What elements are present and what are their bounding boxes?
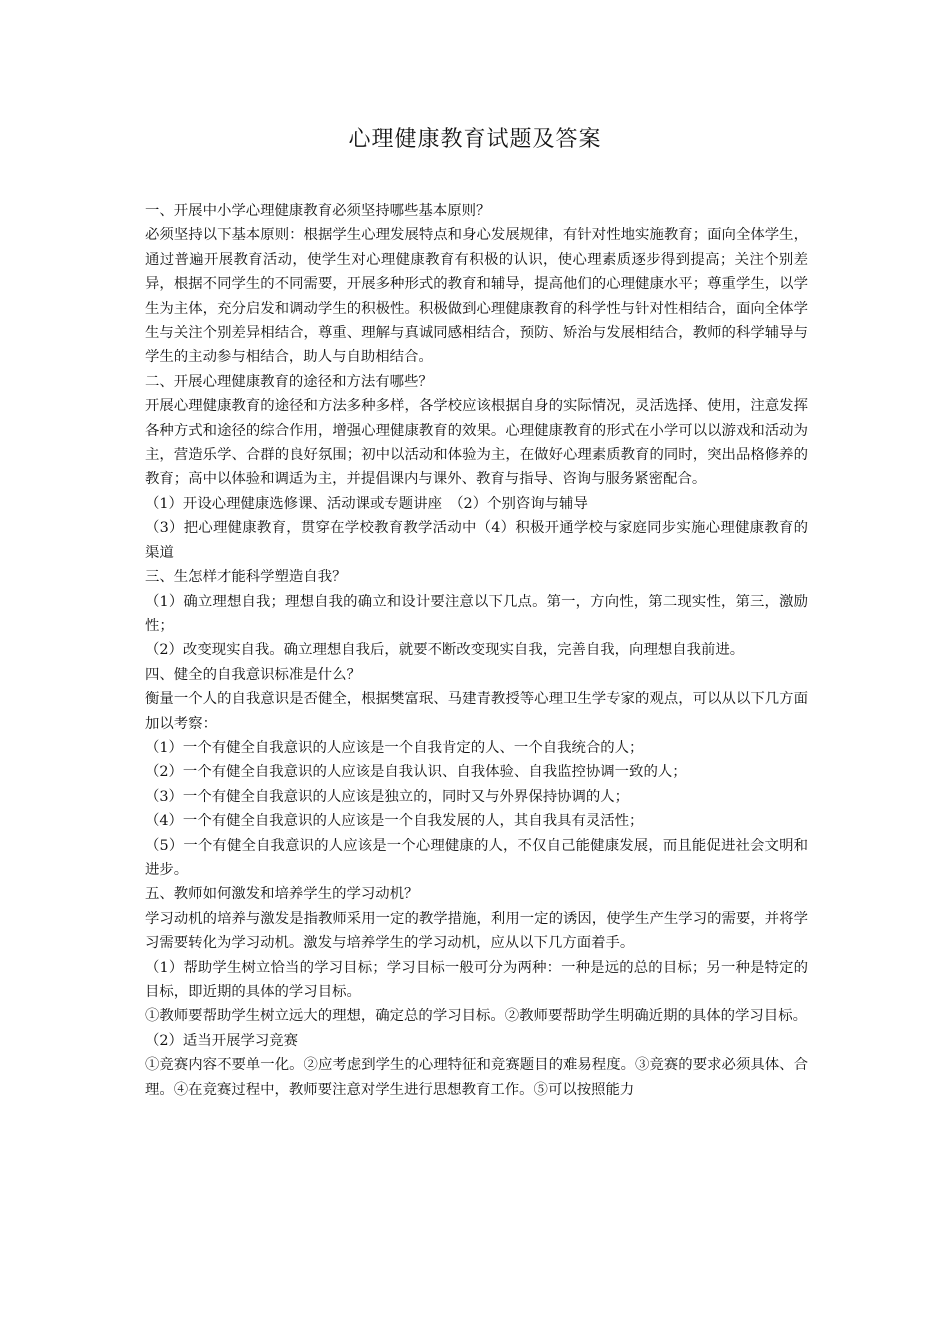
question-5-heading: 五、教师如何激发和培养学生的学习动机？ (145, 886, 419, 903)
question-2-heading: 二、开展心理健康教育的途径和方法有哪些？ (145, 373, 433, 390)
document-title: 心理健康教育试题及答案 (348, 127, 602, 152)
question-4-heading: 四、健全的自我意识标准是什么？ (145, 666, 361, 683)
answer-5-item-2-detail: ①竞赛内容不要单一化。②应考虑到学生的心理特征和竞赛题目的难易程度。③竞赛的要求必须具体、合理。④在竞赛过程中，教师要注意对学生进行思想教育工作。⑤可以按照能力 (145, 1057, 808, 1098)
question-1-heading: 一、开展中小学心理健康教育必须坚持哪些基本原则？ (145, 203, 491, 219)
answer-4-item-2: （2）一个有健全自我意识的人应该是自我认识、自我体验、自我监控协调一致的人； (145, 764, 687, 781)
document-body (145, 199, 808, 1102)
answer-5-intro: 学习动机的培养与激发是指教师采用一定的教学措施，利用一定的诱因，使学生产生学习的需要，并将学习需要转化为学习动机。激发与培养学生的学习动机，应从以下几方面着手。 (145, 910, 808, 952)
answer-5-item-2: （2）适当开展学习竞赛 (145, 1032, 299, 1049)
answer-5-item-1: （1）帮助学生树立恰当的学习目标；学习目标一般可分为两种：一种是远的总的目标；另一种是特定的目标，即近期的具体的学习目标。 (145, 959, 808, 1000)
answer-1-paragraph: 必须坚持以下基本原则：根据学生心理发展特点和身心发展规律，有针对性地实施教育；面向全体学生，通过普遍开展教育活动，使学生对心理健康教育有积极的认识，使心理素质逐步得到提高；关注个别差异，根据不同学生的不同需要，开展多种形式的教育和辅导，提高他们的心理健康水平；尊重学生，以学生为主体，充分启发和调动学生的积极性。积极做到心理健康教育的科学性与针对性相结合，面向全体学生与关注个别差异相结合，尊重、理解与真诚同感相结合，预防、矫治与发展相结合，教师的科学辅导与学生的主动参与相结合，助人与自助相结合。 (145, 227, 808, 366)
answer-4-item-3: （3）一个有健全自我意识的人应该是独立的，同时又与外界保持协调的人； (145, 788, 630, 805)
answer-4-intro: 衡量一个人的自我意识是否健全，根据樊富珉、马建青教授等心理卫生学专家的观点，可以从以下几方面加以考察： (145, 691, 808, 732)
answer-2-paragraph: 开展心理健康教育的途径和方法多种多样，各学校应该根据自身的实际情况，灵活选择、使用，注意发挥各种方式和途径的综合作用，增强心理健康教育的效果。心理健康教育的形式在小学可以以游戏和活动为主，营造乐学、合群的良好氛围；初中以活动和体验为主，在做好心理素质教育的同时，突出品格修养的教育；高中以体验和调适为主，并提倡课内与课外、教育与指导、咨询与服务紧密配合。 (145, 398, 808, 488)
answer-2-item-1-2: （1）开设心理健康选修课、活动课或专题讲座 （2）个别咨询与辅导 (145, 495, 588, 512)
answer-3-item-2: （2）改变现实自我。确立理想自我后，就要不断改变现实自我，完善自我，向理想自我前进。 (145, 642, 745, 659)
answer-4-item-1: （1）一个有健全自我意识的人应该是一个自我肯定的人、一个自我统合的人； (145, 739, 644, 756)
answer-4-item-4: （4）一个有健全自我意识的人应该是一个自我发展的人，其自我具有灵活性； (145, 813, 644, 830)
answer-3-item-1: （1）确立理想自我；理想自我的确立和设计要注意以下几点。第一，方向性，第二现实性，第三，激励性； (145, 593, 808, 634)
answer-2-item-3-4: （3）把心理健康教育，贯穿在学校教育教学活动中（4）积极开通学校与家庭同步实施心理健康教育的渠道 (145, 520, 808, 561)
answer-4-item-5: （5）一个有健全自我意识的人应该是一个心理健康的人，不仅自己能健康发展，而且能促进社会文明和进步。 (145, 837, 808, 878)
answer-5-item-1-detail: ①教师要帮助学生树立远大的理想，确定总的学习目标。②教师要帮助学生明确近期的具体的学习目标。 (145, 1008, 807, 1025)
question-3-heading: 三、生怎样才能科学塑造自我？ (145, 569, 347, 586)
